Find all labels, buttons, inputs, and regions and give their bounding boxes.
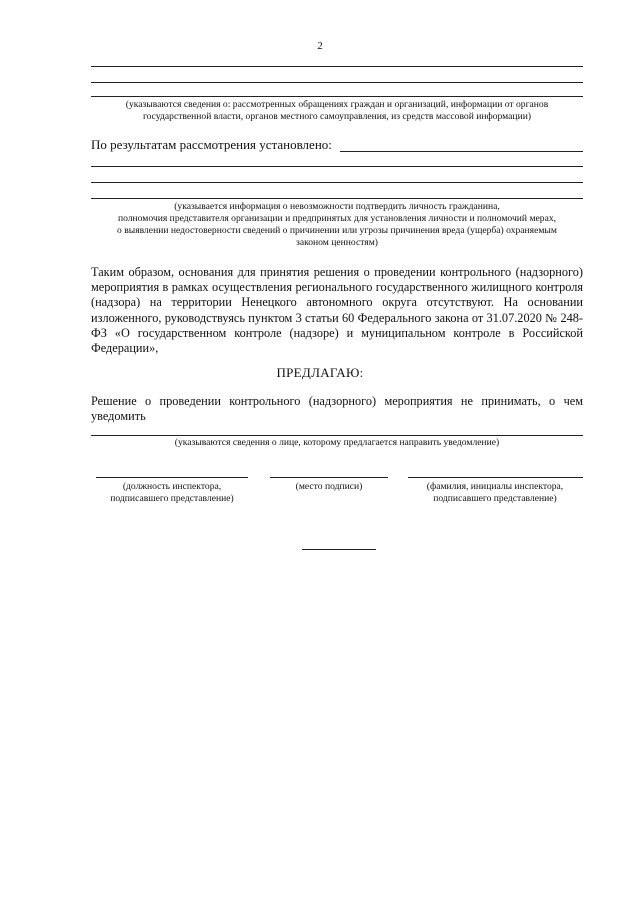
name-caption bbox=[400, 481, 590, 505]
sources-caption-line: государственной власти, органов местного самоуправления, из средств массовой информации) bbox=[142, 111, 532, 122]
place-caption bbox=[264, 481, 394, 493]
findings-caption-line: законом ценностям) bbox=[296, 237, 378, 248]
blank-line bbox=[340, 151, 583, 152]
blank-line bbox=[91, 166, 583, 167]
blank-line bbox=[91, 66, 583, 67]
place-caption-line: (место подписи) bbox=[295, 481, 363, 492]
blank-line bbox=[91, 82, 583, 83]
end-divider bbox=[302, 549, 376, 550]
recipient-caption: (указываются сведения о лице, которому предлагается направить уведомление) bbox=[174, 437, 500, 448]
propose-heading: ПРЕДЛАГАЮ: bbox=[276, 365, 364, 380]
blank-line bbox=[91, 435, 583, 436]
blank-line bbox=[91, 96, 583, 97]
findings-label: По результатам рассмотрения установлено: bbox=[91, 137, 332, 152]
signature-line-name bbox=[408, 477, 583, 478]
findings-caption-line: о выявлении недостоверности сведений о причинении или угрозы причинения вреда (ущерба) охраняемым bbox=[117, 225, 557, 236]
position-caption bbox=[80, 481, 264, 505]
sources-caption-line: (указываются сведения о: рассмотренных обращениях граждан и организаций, информации от органов bbox=[125, 99, 549, 110]
findings-caption bbox=[91, 201, 583, 249]
signature-line-place bbox=[270, 477, 388, 478]
sources-caption bbox=[91, 99, 583, 123]
position-caption-line: подписавшего представление) bbox=[110, 493, 234, 504]
blank-line bbox=[91, 198, 583, 199]
page-number: 2 bbox=[317, 40, 323, 52]
findings-caption-line: полномочия представителя организации и предпринятых для установления личности и полномочий мерах, bbox=[117, 213, 557, 224]
blank-line bbox=[91, 182, 583, 183]
decision-paragraph: Решение о проведении контрольного (надзорного) мероприятия не принимать, о чем уведомить bbox=[91, 394, 583, 424]
name-caption-line: подписавшего представление) bbox=[433, 493, 557, 504]
conclusion-paragraph: Таким образом, основания для принятия решения о проведении контрольного (надзорного) мероприятия в рамках осуществления регионального государственного жилищного контроля (надзора) на территории Ненецкого автономного округа отсутствуют. На основании изложенного, руководствуясь пунктом 3 статьи 60 Федерального закона от 31.07.2020 № 248-ФЗ «О государственном контроле (надзоре) и муниципальном контроле в Российской Федерации», bbox=[91, 265, 583, 356]
signature-line-position bbox=[96, 477, 248, 478]
name-caption-line: (фамилия, инициалы инспектора, bbox=[426, 481, 564, 492]
position-caption-line: (должность инспектора, bbox=[122, 481, 222, 492]
findings-caption-line: (указывается информация о невозможности подтвердить личность гражданина, bbox=[174, 201, 500, 212]
